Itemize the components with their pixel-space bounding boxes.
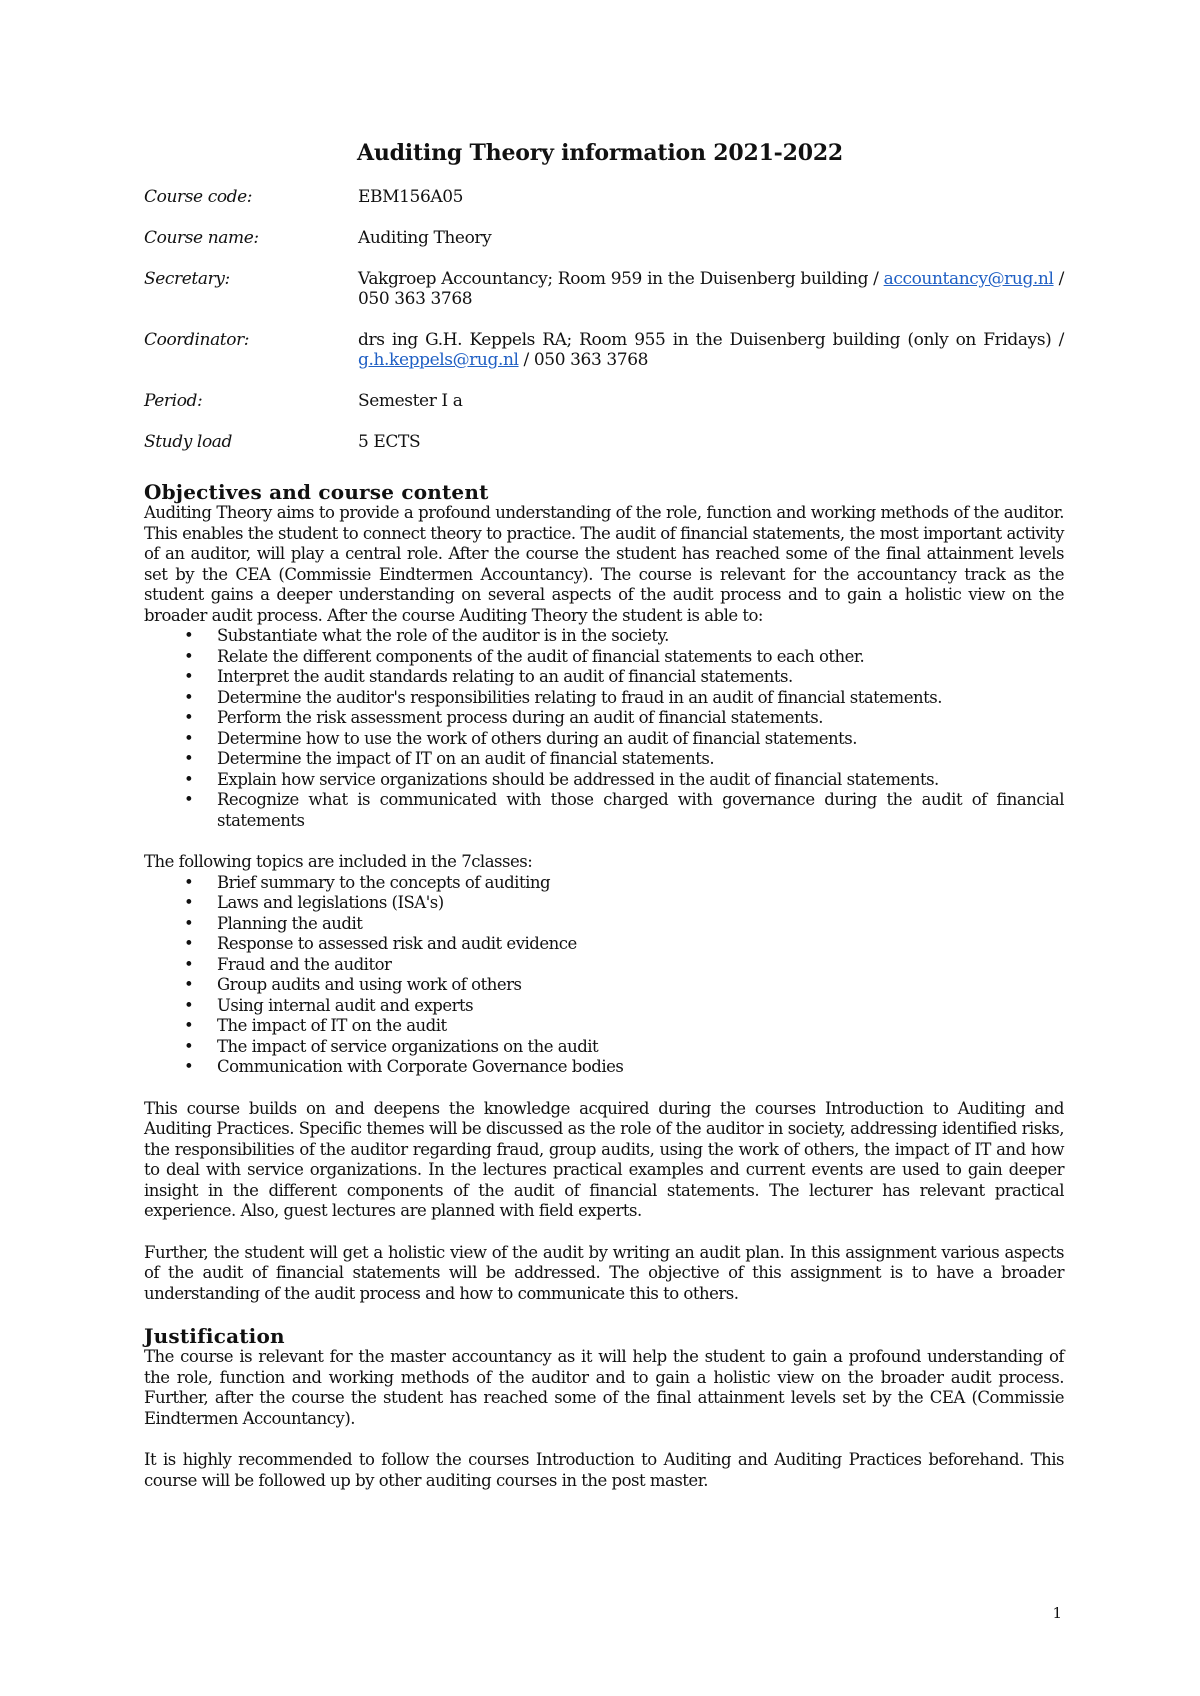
info-row-coordinator: [144, 330, 1064, 370]
info-value: Semester I a: [358, 391, 463, 411]
objectives-heading: Objectives and course content: [144, 480, 489, 504]
list-item: • Substantiate what the role of the auditor is in the society.: [144, 626, 1064, 647]
coordinator-phone: / 050 363 3768: [518, 350, 649, 370]
builds-on-paragraph: This course builds on and deepens the knowledge acquired during the courses Introduction to Auditing and Auditing Practices. Specific themes will be discussed as the role of the auditor in society, addressing identified risks, the responsibilities of the auditor regarding fraud, group audits, using the work of others, the impact of IT and how to deal with service organizations. In the lectures practical examples and current events are used to gain deeper insight in the different components of the audit of financial statements. The lecturer has relevant practical experience. Also, guest lectures are planned with field experts.: [144, 1098, 1064, 1220]
recommendation-paragraph: It is highly recommended to follow the courses Introduction to Auditing and Auditing Practices beforehand. This course will be followed up by other auditing courses in the post master.: [144, 1450, 1064, 1490]
objectives-intro: Auditing Theory aims to provide a profound understanding of the role, function and working methods of the auditor. This enables the student to connect theory to practice. The audit of financial statements, the most important activity of an auditor, will play a central role. After the course the student has reached some of the final attainment levels set by the CEA (Commissie Eindtermen Accountancy). The course is relevant for the accountancy track as the student gains a deeper understanding on several aspects of the audit process and to gain a holistic view on the broader audit process. After the course Auditing Theory the student is able to:: [144, 503, 1064, 625]
course-info-table: [144, 187, 1064, 473]
list-item: • Laws and legislations (ISA's): [144, 893, 1064, 914]
list-item: • Group audits and using work of others: [144, 975, 1064, 996]
justification-paragraph: The course is relevant for the master accountancy as it will help the student to gain a profound understanding of the role, function and working methods of the auditor and to gain a holistic view on the broader audit process. Further, after the course the student has reached some of the final attainment levels set by the CEA (Commissie Eindtermen Accountancy).: [144, 1347, 1064, 1428]
audit-plan-paragraph: Further, the student will get a holistic view of the audit by writing an audit plan. In this assignment various aspects of the audit of financial statements will be addressed. The objective of this assignment is to have a broader understanding of the audit process and how to communicate this to others.: [144, 1242, 1064, 1303]
list-item: • Interpret the audit standards relating to an audit of financial statements.: [144, 667, 1064, 688]
coordinator-email-link[interactable]: g.h.keppels@rug.nl: [358, 350, 519, 370]
learning-goals-list: [144, 626, 1064, 831]
page-title: Auditing Theory information 2021-2022: [356, 140, 844, 166]
info-row-period: [144, 391, 1064, 411]
main-content: [144, 481, 1064, 1491]
list-item: • Perform the risk assessment process during an audit of financial statements.: [144, 708, 1064, 729]
list-item: • Fraud and the auditor: [144, 955, 1064, 976]
info-value: [358, 269, 1064, 309]
list-item: • Determine how to use the work of others during an audit of financial statements.: [144, 729, 1064, 750]
info-value: [358, 330, 1064, 370]
secretary-phone: / 050 363 3768: [358, 269, 1064, 309]
info-row-course-code: [144, 187, 1064, 207]
info-label: Course name:: [144, 228, 259, 248]
info-label: Study load: [144, 432, 233, 452]
list-item: • Determine the impact of IT on an audit of financial statements.: [144, 749, 1064, 770]
list-item: • Communication with Corporate Governance bodies: [144, 1057, 1064, 1078]
topics-list: [144, 873, 1064, 1078]
list-item: • Relate the different components of the audit of financial statements to each other.: [144, 647, 1064, 668]
list-item: • Explain how service organizations should be addressed in the audit of financial statements.: [144, 770, 1064, 791]
list-item: • The impact of IT on the audit: [144, 1016, 1064, 1037]
list-item: • Brief summary to the concepts of auditing: [144, 873, 1064, 894]
secretary-email-link[interactable]: accountancy@rug.nl: [883, 269, 1054, 289]
list-item: • Determine the auditor's responsibilities relating to fraud in an audit of financial statements.: [144, 688, 1064, 709]
coordinator-text: drs ing G.H. Keppels RA; Room 955 in the Duisenberg building (only on Fridays) /: [358, 330, 1064, 350]
info-label: Coordinator:: [144, 330, 250, 350]
page-number: 1: [1052, 1604, 1062, 1622]
list-item: • Recognize what is communicated with those charged with governance during the audit of financial statements: [144, 790, 1064, 831]
secretary-text: Vakgroep Accountancy; Room 959 in the Duisenberg building /: [358, 269, 884, 289]
info-value: 5 ECTS: [358, 432, 421, 452]
list-item: • The impact of service organizations on the audit: [144, 1037, 1064, 1058]
info-label: Course code:: [144, 187, 253, 207]
list-item: • Planning the audit: [144, 914, 1064, 935]
info-row-secretary: [144, 269, 1064, 309]
list-item: • Response to assessed risk and audit evidence: [144, 934, 1064, 955]
justification-heading: Justification: [144, 1324, 285, 1348]
list-item: • Using internal audit and experts: [144, 996, 1064, 1017]
info-value: Auditing Theory: [358, 228, 492, 248]
info-row-course-name: [144, 228, 1064, 248]
info-value: EBM156A05: [358, 187, 464, 207]
info-label: Period:: [144, 391, 203, 411]
topics-intro: The following topics are included in the 7classes:: [144, 852, 533, 871]
info-label: Secretary:: [144, 269, 230, 289]
info-row-study-load: [144, 432, 1064, 452]
